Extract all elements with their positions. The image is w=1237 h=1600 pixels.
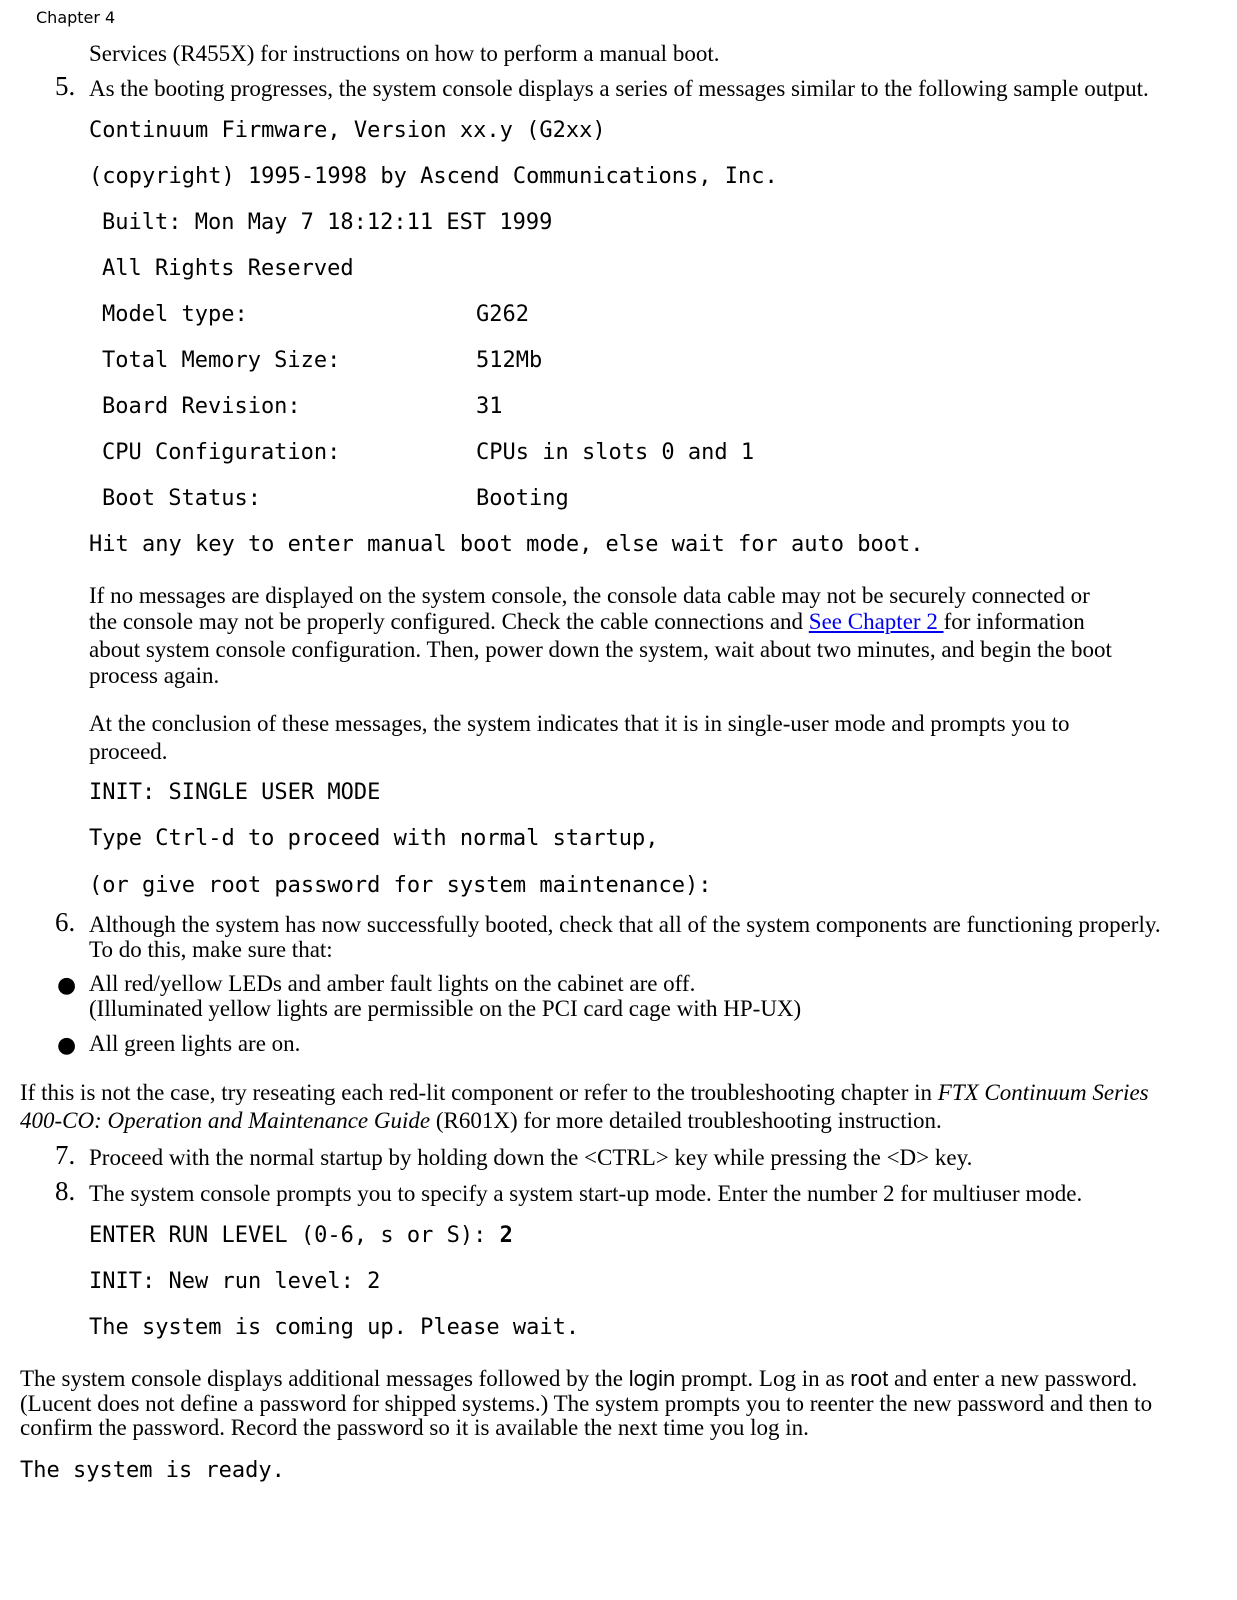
console-label-memory: Total Memory Size: <box>102 348 341 373</box>
para-not-case-line-2 <box>20 1107 942 1134</box>
para-no-messages-text: the console may not be properly configured. Check the cable connections and <box>89 609 809 634</box>
para-login-line-1 <box>20 1365 1137 1392</box>
manual-title: FTX Continuum Series <box>937 1080 1149 1105</box>
console-rights-line: All Rights Reserved <box>102 256 354 281</box>
para-login-text: prompt. Log in as <box>675 1366 851 1391</box>
console-label-cpu: CPU Configuration: <box>102 440 341 465</box>
console-value-memory: 512Mb <box>476 348 543 373</box>
run-level-prompt-text: ENTER RUN LEVEL (0-6, s or S): <box>89 1223 500 1248</box>
chapter-header: Chapter 4 <box>36 8 116 27</box>
bullet-1-line-1: All red/yellow LEDs and amber fault lights on the cabinet are off. <box>89 971 696 996</box>
console-copyright-line: (copyright) 1995-1998 by Ascend Communications, Inc. <box>89 164 778 189</box>
para-login-line-3: confirm the password. Record the password so it is available the next time you log in. <box>20 1415 809 1440</box>
login-term: login <box>628 1366 676 1391</box>
console-new-run-level: INIT: New run level: 2 <box>89 1269 381 1294</box>
para-login-text: and enter a new password. <box>888 1366 1138 1391</box>
step-number-7: 7. <box>55 1140 76 1170</box>
bullet-icon: ● <box>57 973 77 998</box>
para-conclusion-line-2: proceed. <box>89 739 168 764</box>
step-number-6: 6. <box>55 907 76 937</box>
step-8-text: The system console prompts you to specify a system start-up mode. Enter the number 2 for multiuser mode. <box>89 1181 1083 1206</box>
root-term: root <box>850 1366 889 1391</box>
step-5-text: As the booting progresses, the system console displays a series of messages similar to the following sample output. <box>89 76 1149 101</box>
bullet-1-line-2: (Illuminated yellow lights are permissible on the PCI card cage with HP-UX) <box>89 996 802 1021</box>
console-root-password: (or give root password for system maintenance): <box>89 873 712 898</box>
console-value-cpu: CPUs in slots 0 and 1 <box>476 440 755 465</box>
console-run-level-prompt <box>89 1222 513 1250</box>
intro-line: Services (R455X) for instructions on how to perform a manual boot. <box>89 41 720 66</box>
bullet-icon: ● <box>57 1033 77 1058</box>
para-conclusion-line-1: At the conclusion of these messages, the system indicates that it is in single-user mode and prompts you to <box>89 711 1070 736</box>
para-login-text: The system console displays additional messages followed by the <box>20 1366 629 1391</box>
step-number-8: 8. <box>55 1176 76 1206</box>
para-not-case-text: If this is not the case, try reseating each red-lit component or refer to the troubleshooting chapter in <box>20 1080 938 1105</box>
console-coming-up: The system is coming up. Please wait. <box>89 1315 580 1340</box>
see-chapter-2-link[interactable]: See Chapter 2 <box>808 609 944 634</box>
console-value-model: G262 <box>476 302 529 327</box>
para-no-messages-line-3: about system console configuration. Then, power down the system, wait about two minutes, and begin the boot <box>89 637 1112 662</box>
bullet-2-line-1: All green lights are on. <box>89 1031 301 1056</box>
para-not-case-line-1 <box>20 1079 1149 1106</box>
manual-title: 400-CO: Operation and Maintenance Guide <box>20 1108 431 1133</box>
para-login-line-2: (Lucent does not define a password for shipped systems.) The system prompts you to reenter the new password and then to <box>20 1391 1153 1416</box>
para-no-messages-text-after: for information <box>943 609 1085 634</box>
step-6-line-2: To do this, make sure that: <box>89 937 333 962</box>
console-type-ctrl-d: Type Ctrl-d to proceed with normal startup, <box>89 826 659 851</box>
step-number-5: 5. <box>55 71 76 101</box>
step-6-line-1: Although the system has now successfully booted, check that all of the system components are functioning properly. <box>89 912 1161 937</box>
console-hit-key-line: Hit any key to enter manual boot mode, else wait for auto boot. <box>89 532 924 557</box>
console-init-single-user: INIT: SINGLE USER MODE <box>89 780 381 805</box>
console-system-ready: The system is ready. <box>20 1458 285 1483</box>
para-no-messages-line-1: If no messages are displayed on the system console, the console data cable may not be securely connected or <box>89 583 1090 608</box>
para-no-messages-line-2 <box>89 608 1085 635</box>
console-firmware-line: Continuum Firmware, Version xx.y (G2xx) <box>89 118 606 143</box>
console-label-boot-status: Boot Status: <box>102 486 261 511</box>
para-no-messages-line-4: process again. <box>89 663 220 688</box>
console-label-model: Model type: <box>102 302 248 327</box>
step-7-text: Proceed with the normal startup by holding down the <CTRL> key while pressing the <D> key. <box>89 1145 973 1170</box>
console-label-board: Board Revision: <box>102 394 301 419</box>
console-value-board: 31 <box>476 394 503 419</box>
console-built-line: Built: Mon May 7 18:12:11 EST 1999 <box>102 210 553 235</box>
run-level-answer: 2 <box>499 1223 513 1248</box>
para-not-case-text-after: (R601X) for more detailed troubleshooting instruction. <box>430 1108 942 1133</box>
console-value-boot-status: Booting <box>476 486 569 511</box>
